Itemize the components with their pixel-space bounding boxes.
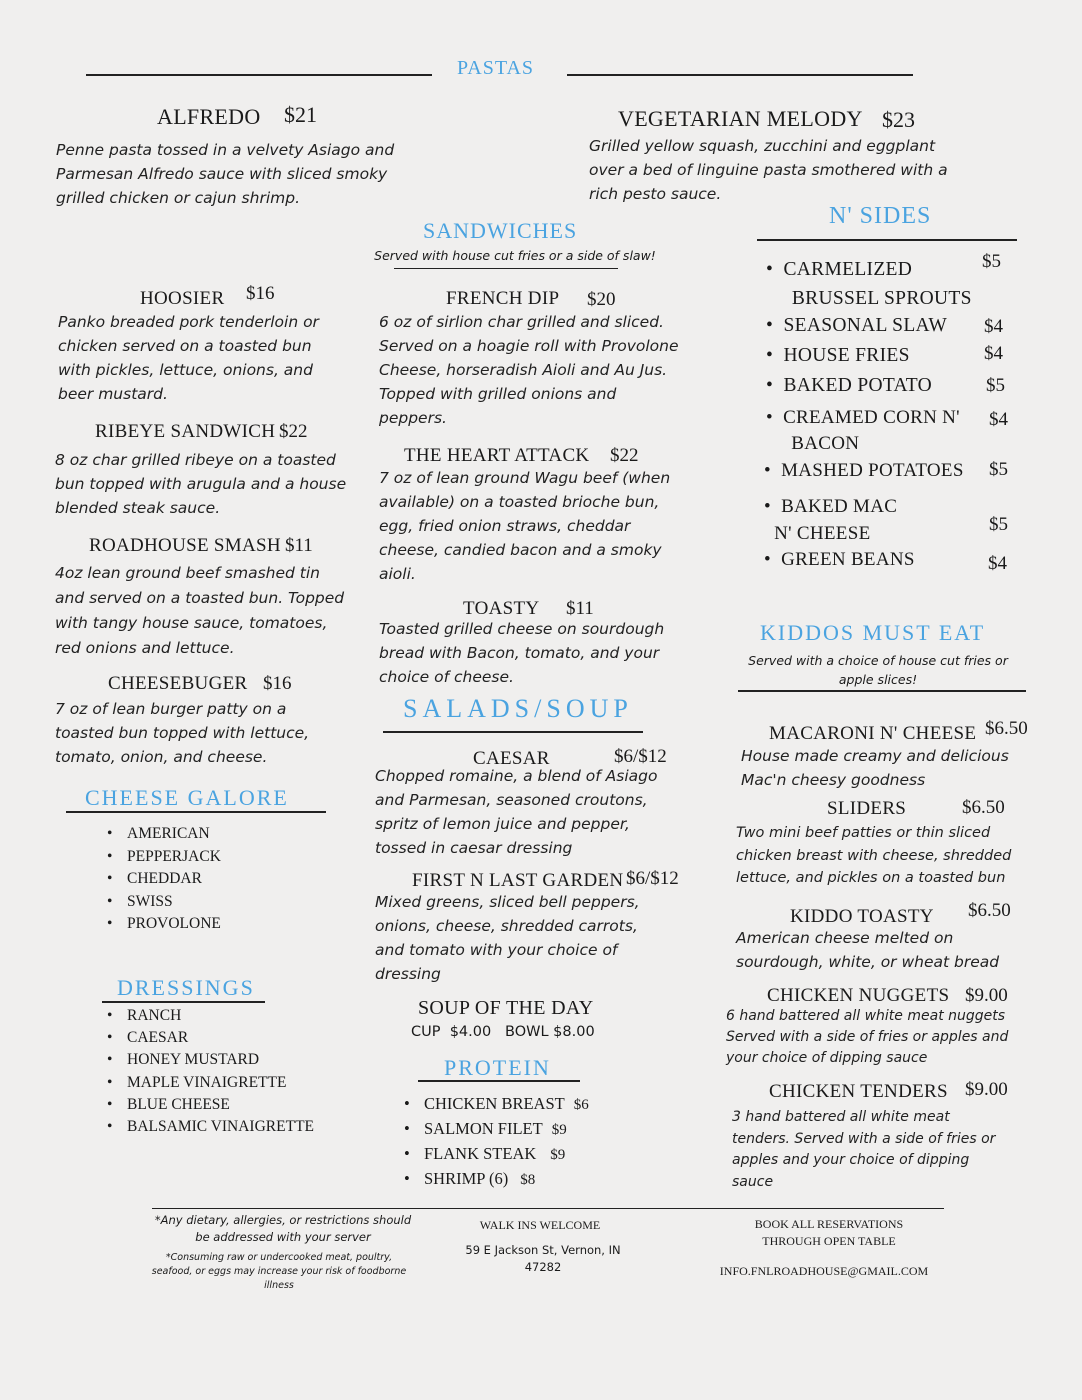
menu-item-desc: Two mini beef patties or thin sliced chicken breast with cheese, shredded lettuce, and pickles on a toasted bun (736, 825, 1012, 886)
side-item: • CARMELIZED BRUSSEL SPROUTS (766, 259, 972, 309)
side-item: • HOUSE FRIES (766, 345, 910, 366)
side-item: • GREEN BEANS (764, 549, 915, 570)
protein-name: CHICKEN BREAST (424, 1094, 565, 1113)
menu-item-desc: Mixed greens, sliced bell peppers, onions, cheese, shredded carrots, and tomato with your choice of dressing (375, 893, 640, 983)
menu-item-desc: Panko breaded pork tenderloin or chicken served on a toasted bun with pickles, lettuce, onions, and beer mustard. (58, 313, 319, 403)
divider (102, 1001, 265, 1003)
menu-item-name: VEGETARIAN MELODY (618, 106, 863, 131)
side-price: $5 (986, 375, 1005, 396)
side-name: SEASONAL SLAW (783, 315, 948, 336)
side-price: $4 (984, 343, 1003, 364)
menu-item-price: $6.50 (962, 797, 1005, 818)
side-name-cont: BACON (791, 433, 860, 454)
menu-item-name: ROADHOUSE SMASH (89, 535, 281, 556)
side-name: MASHED POTATOES (781, 460, 964, 481)
divider (383, 731, 643, 733)
side-name-cont: BRUSSEL SPROUTS (791, 288, 972, 309)
side-price: $5 (982, 251, 1001, 272)
section-note: Served with a choice of house cut fries or apple slices! (748, 653, 1008, 687)
list-item: • HONEY MUSTARD (107, 1049, 314, 1071)
divider (418, 1080, 580, 1082)
menu-item-name: ALFREDO (157, 104, 261, 129)
menu-item-name: RIBEYE SANDWICH (95, 421, 276, 442)
list-item: • PEPPERJACK (107, 846, 221, 869)
menu-item-desc: 7 oz of lean ground Wagu beef (when available) on a toasted brioche bun, egg, fried onion straws, cheddar cheese, candied bacon and a smoky aioli. (379, 469, 671, 583)
section-heading-protein: PROTEIN (444, 1055, 551, 1080)
menu-item-name: HOOSIER (140, 288, 225, 309)
protein-list (404, 1092, 589, 1192)
menu-item-name: CAESAR (473, 748, 550, 769)
menu-item-name: THE HEART ATTACK (404, 445, 590, 466)
list-item: • SWISS (107, 891, 221, 914)
side-price: $4 (984, 316, 1003, 337)
list-item (404, 1167, 589, 1192)
menu-item-price: $21 (284, 102, 317, 127)
side-item: • MASHED POTATOES (764, 460, 964, 481)
cheese-list (107, 823, 221, 936)
protein-price: $9 (550, 1147, 566, 1163)
protein-name: SHRIMP (6) (424, 1169, 509, 1188)
divider (86, 74, 432, 76)
menu-item-price: $11 (285, 535, 313, 556)
section-heading-sandwiches: SANDWICHES (423, 218, 578, 243)
menu-item-price: $6/$12 (614, 746, 667, 767)
side-name: CREAMED CORN N' (783, 407, 960, 428)
menu-item-desc: Toasted grilled cheese on sourdough bread with Bacon, tomato, and your choice of cheese. (379, 620, 665, 686)
protein-price: $6 (573, 1097, 589, 1113)
dressings-list (107, 1005, 314, 1138)
raw-food-note: *Consuming raw or undercooked meat, poultry, seafood, or eggs may increase your risk of foodborne illness (151, 1252, 407, 1291)
side-item: • CREAMED CORN N' BACON (766, 407, 960, 454)
side-name: GREEN BEANS (781, 549, 915, 570)
menu-item-price: $20 (587, 289, 616, 310)
soup-name: SOUP OF THE DAY (418, 997, 594, 1019)
menu-item-desc: Grilled yellow squash, zucchini and eggplant over a bed of linguine pasta smothered with a rich pesto sauce. (589, 137, 948, 203)
menu-item-desc: 4oz lean ground beef smashed tin and served on a toasted bun. Topped with tangy house sauce, tomatoes, red onions and lettuce. (55, 564, 345, 657)
side-name: HOUSE FRIES (783, 345, 910, 366)
section-note: Served with house cut fries or a side of slaw! (374, 248, 656, 263)
walk-ins-text: WALK INS WELCOME (479, 1218, 601, 1232)
reservations-text: BOOK ALL RESERVATIONS THROUGH OPEN TABLE (754, 1217, 904, 1248)
side-item: • BAKED POTATO (766, 375, 932, 396)
menu-item-name: SLIDERS (827, 798, 907, 819)
list-item: • MAPLE VINAIGRETTE (107, 1072, 314, 1094)
menu-item-desc: 6 oz of sirlion char grilled and sliced. Served on a hoagie roll with Provolone Cheese, horseradish Aioli and Au Jus. Topped with grilled onions and peppers. (379, 313, 679, 427)
menu-item-desc: 7 oz of lean burger patty on a toasted bun topped with lettuce, tomato, onion, and cheese. (55, 700, 310, 766)
menu-item-desc: 3 hand battered all white meat tenders. Served with a side of fries or apples and your choice of dipping sauce (732, 1109, 996, 1190)
list-item (404, 1117, 589, 1142)
section-heading-pastas: PASTAS (457, 57, 535, 79)
menu-item-name: KIDDO TOASTY (790, 906, 934, 927)
menu-item-price: $6.50 (985, 718, 1028, 739)
footer-divider (152, 1208, 944, 1209)
menu-item-desc: American cheese melted on sourdough, white, or wheat bread (736, 929, 1000, 971)
protein-price: $8 (520, 1172, 536, 1188)
menu-item-price: $16 (246, 283, 275, 304)
section-heading-salads: SALADS/SOUP (403, 694, 633, 723)
divider (757, 239, 1017, 241)
side-name: BAKED MAC (781, 496, 898, 517)
menu-item-price: $6.50 (968, 900, 1011, 921)
side-item: • BAKED MAC N' CHEESE (764, 496, 898, 544)
list-item (404, 1092, 589, 1117)
soup-prices: CUP $4.00 BOWL $8.00 (411, 1024, 595, 1040)
divider (738, 690, 1026, 692)
menu-item-desc: Penne pasta tossed in a velvety Asiago and Parmesan Alfredo sauce with sliced smoky grilled chicken or cajun shrimp. (56, 141, 395, 207)
menu-item-name: TOASTY (463, 598, 540, 619)
divider (394, 268, 618, 269)
menu-item-name: CHICKEN NUGGETS (767, 985, 950, 1006)
list-item: • PROVOLONE (107, 913, 221, 936)
menu-item-price: $9.00 (965, 985, 1008, 1006)
protein-price: $9 (551, 1122, 567, 1138)
section-heading-dressings: DRESSINGS (117, 975, 255, 1000)
list-item: • BLUE CHEESE (107, 1094, 314, 1116)
section-heading-cheese: CHEESE GALORE (85, 785, 289, 810)
menu-item-desc: Chopped romaine, a blend of Asiago and Parmesan, seasoned croutons, spritz of lemon juice and pepper, tossed in caesar dressing (375, 767, 658, 857)
allergy-note: *Any dietary, allergies, or restrictions should be addressed with your server (154, 1213, 412, 1244)
email-link[interactable]: INFO.FNLROADHOUSE@GMAIL.COM (719, 1264, 929, 1278)
menu-item-name: FRENCH DIP (446, 288, 560, 309)
side-price: $4 (988, 553, 1007, 574)
menu-item-name: FIRST N LAST GARDEN (412, 870, 624, 891)
menu-item-price: $23 (882, 107, 915, 132)
address: 59 E Jackson St, Vernon, IN 47282 (465, 1243, 621, 1274)
menu-item-price: $22 (610, 445, 639, 466)
section-heading-kiddos: KIDDOS MUST EAT (760, 620, 986, 645)
divider (66, 811, 326, 813)
side-price: $5 (989, 459, 1008, 480)
menu-item-price: $9.00 (965, 1079, 1008, 1100)
menu-item-name: MACARONI N' CHEESE (769, 723, 977, 744)
menu-item-price: $11 (566, 598, 594, 619)
menu-item-desc: 8 oz char grilled ribeye on a toasted bun topped with arugula and a house blended steak sauce. (55, 451, 347, 517)
list-item: • AMERICAN (107, 823, 221, 846)
list-item: • RANCH (107, 1005, 314, 1027)
list-item: • CAESAR (107, 1027, 314, 1049)
menu-item-price: $6/$12 (626, 868, 679, 889)
menu-item-desc: House made creamy and delicious Mac'n cheesy goodness (741, 747, 1009, 789)
side-name-cont: N' CHEESE (774, 523, 871, 544)
menu-item-price: $22 (279, 421, 308, 442)
side-item: • SEASONAL SLAW (766, 315, 948, 336)
protein-name: SALMON FILET (424, 1119, 543, 1138)
side-price: $4 (989, 409, 1008, 430)
menu-item-price: $16 (263, 673, 292, 694)
protein-name: FLANK STEAK (424, 1144, 537, 1163)
list-item: • CHEDDAR (107, 868, 221, 891)
menu-item-name: CHEESEBUGER (108, 673, 248, 694)
section-heading-sides: N' SIDES (829, 203, 932, 229)
list-item: • BALSAMIC VINAIGRETTE (107, 1116, 314, 1138)
divider (567, 74, 913, 76)
side-price: $5 (989, 514, 1008, 535)
side-name: BAKED POTATO (783, 375, 932, 396)
list-item (404, 1142, 589, 1167)
side-name: CARMELIZED (783, 259, 913, 280)
menu-item-name: CHICKEN TENDERS (769, 1081, 948, 1102)
menu-item-desc: 6 hand battered all white meat nuggets Served with a side of fries or apples and your choice of dipping sauce (726, 1008, 1009, 1066)
